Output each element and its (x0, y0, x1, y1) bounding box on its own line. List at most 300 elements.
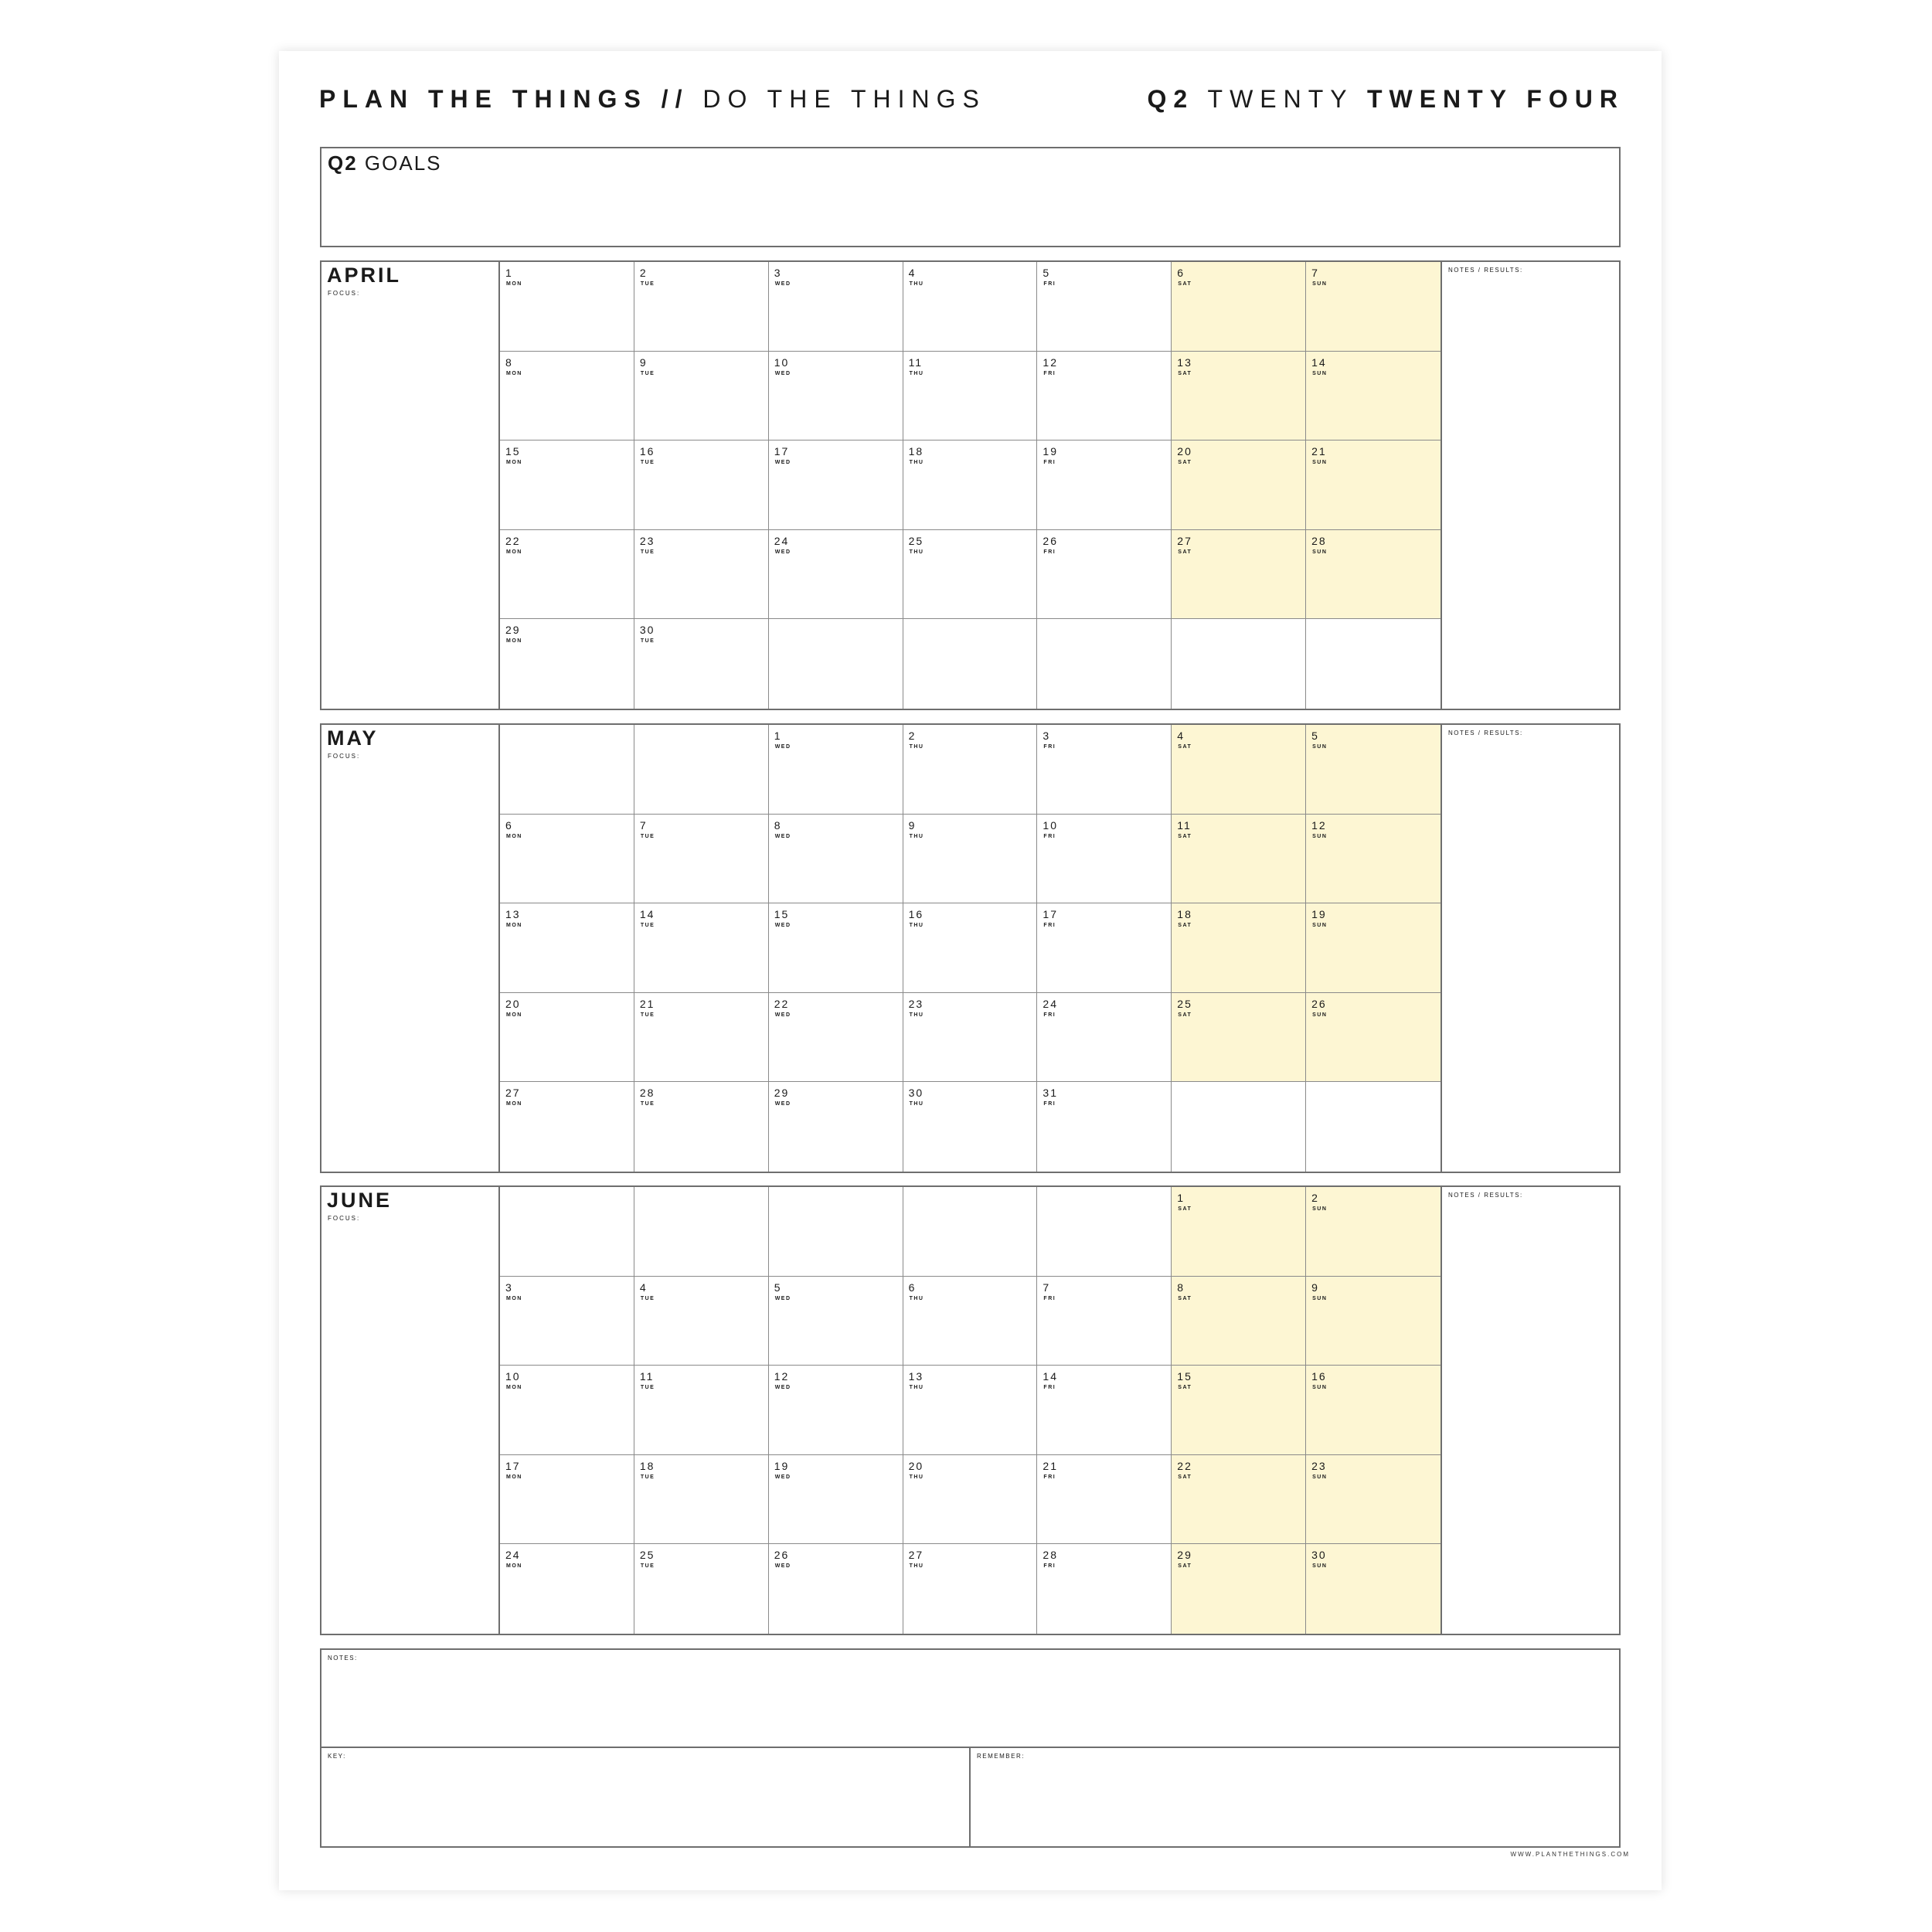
calendar-day-cell[interactable] (500, 1277, 634, 1366)
weekday-label: WED (774, 1474, 791, 1480)
weekday-label: TUE (640, 1295, 655, 1301)
calendar-day-cell[interactable] (769, 725, 903, 815)
day-number: 12 (774, 1370, 790, 1383)
day-number: 4 (1177, 730, 1185, 742)
weekday-label: MON (506, 370, 522, 376)
calendar-day-cell[interactable] (769, 1082, 903, 1172)
day-number: 21 (1311, 445, 1327, 458)
day-number: 1 (505, 267, 513, 279)
day-number: 12 (1043, 355, 1058, 369)
month-name: APRIL (327, 264, 401, 287)
calendar-day-cell[interactable] (500, 1455, 634, 1545)
weekday-label: THU (909, 370, 924, 376)
calendar-day-cell[interactable] (634, 1455, 769, 1545)
day-number: 24 (505, 1549, 521, 1562)
calendar-day-cell[interactable] (903, 1366, 1038, 1455)
calendar-day-cell[interactable] (1037, 1455, 1172, 1545)
day-number: 14 (639, 908, 655, 921)
calendar-day-cell[interactable] (634, 440, 769, 530)
weekday-label: WED (774, 744, 791, 750)
remember-label: REMEMBER: (977, 1753, 1025, 1760)
day-number: 27 (908, 1549, 924, 1562)
calendar-day-cell[interactable] (500, 1082, 634, 1172)
day-number: 18 (1177, 908, 1192, 921)
weekday-label: TUE (640, 1012, 655, 1018)
weekday-label: MON (506, 460, 522, 466)
focus-label: FOCUS: (328, 290, 361, 297)
remember-box[interactable] (971, 1748, 1619, 1846)
weekday-label: MON (506, 1385, 522, 1391)
weekday-label: FRI (1043, 1012, 1056, 1018)
header-twenty-four: TWENTY FOUR (1366, 85, 1624, 113)
weekday-label: SAT (1178, 923, 1192, 929)
header-quarter (1148, 85, 1624, 114)
weekday-label: SUN (1312, 460, 1328, 466)
calendar-day-cell[interactable] (1037, 530, 1172, 620)
notes-results-label: NOTES / RESULTS: (1448, 1192, 1523, 1199)
day-number: 4 (639, 1281, 648, 1294)
day-number: 22 (774, 997, 790, 1010)
calendar-day-cell[interactable] (903, 1544, 1038, 1634)
weekday-label: FRI (1043, 923, 1056, 929)
calendar-day-cell[interactable] (634, 903, 769, 993)
calendar-day-cell[interactable] (1306, 530, 1440, 620)
calendar-empty-cell[interactable] (1306, 619, 1440, 709)
calendar-day-cell[interactable] (903, 440, 1038, 530)
day-number: 26 (774, 1549, 790, 1562)
weekday-label: SUN (1312, 1295, 1328, 1301)
day-number: 3 (774, 267, 782, 279)
calendar-day-cell[interactable] (1306, 1187, 1440, 1277)
calendar-day-cell[interactable] (500, 530, 634, 620)
weekday-label: THU (909, 1474, 924, 1480)
weekday-label: WED (774, 1563, 791, 1570)
weekday-label: TUE (640, 1385, 655, 1391)
weekday-label: TUE (640, 460, 655, 466)
calendar-day-cell[interactable] (1172, 725, 1306, 815)
calendar-day-cell[interactable] (1172, 262, 1306, 352)
focus-label: FOCUS: (328, 1215, 361, 1222)
day-number: 11 (1177, 818, 1192, 832)
calendar-empty-cell[interactable] (769, 1187, 903, 1277)
day-number: 16 (639, 445, 655, 458)
key-label: KEY: (328, 1753, 346, 1760)
day-number: 12 (1311, 818, 1327, 832)
day-number: 11 (639, 1370, 655, 1383)
weekday-label: FRI (1043, 549, 1056, 555)
calendar-day-cell[interactable] (1172, 530, 1306, 620)
focus-label: FOCUS: (328, 753, 361, 760)
weekday-label: TUE (640, 1101, 655, 1107)
calendar-day-cell[interactable] (903, 903, 1038, 993)
header-separator: // (661, 85, 689, 113)
weekday-label: SAT (1178, 370, 1192, 376)
weekday-label: SAT (1178, 1385, 1192, 1391)
weekday-label: MON (506, 1295, 522, 1301)
weekday-label: TUE (640, 923, 655, 929)
day-number: 21 (1043, 1459, 1058, 1472)
bottom-section (320, 1648, 1621, 1848)
weekday-label: FRI (1043, 460, 1056, 466)
day-number: 24 (1043, 997, 1058, 1010)
day-number: 13 (1177, 355, 1192, 369)
day-number: 8 (774, 818, 782, 832)
weekday-label: SUN (1312, 549, 1328, 555)
day-number: 13 (505, 908, 521, 921)
calendar-day-cell[interactable] (1037, 1082, 1172, 1172)
calendar-empty-cell[interactable] (500, 1187, 634, 1277)
day-number: 9 (639, 355, 648, 369)
day-number: 16 (908, 908, 924, 921)
calendar-day-cell[interactable] (500, 903, 634, 993)
calendar-day-cell[interactable] (1306, 440, 1440, 530)
calendar-grid (500, 725, 1440, 1172)
day-number: 2 (639, 267, 648, 279)
calendar-day-cell[interactable] (500, 993, 634, 1083)
weekday-label: TUE (640, 370, 655, 376)
weekday-label: WED (774, 281, 791, 287)
day-number: 6 (505, 818, 513, 832)
day-number: 25 (1177, 997, 1192, 1010)
calendar-day-cell[interactable] (1037, 725, 1172, 815)
day-number: 20 (908, 1459, 924, 1472)
day-number: 24 (774, 534, 790, 547)
weekday-label: WED (774, 549, 791, 555)
header-do: DO THE THINGS (702, 85, 986, 113)
weekday-label: FRI (1043, 370, 1056, 376)
calendar-day-cell[interactable] (634, 815, 769, 904)
calendar-day-cell[interactable] (634, 1366, 769, 1455)
calendar-day-cell[interactable] (500, 815, 634, 904)
calendar-day-cell[interactable] (769, 1544, 903, 1634)
month-block (320, 260, 1621, 710)
weekday-label: SAT (1178, 1563, 1192, 1570)
weekday-label: SUN (1312, 744, 1328, 750)
day-number: 3 (505, 1281, 513, 1294)
calendar-empty-cell[interactable] (1037, 619, 1172, 709)
calendar-day-cell[interactable] (769, 815, 903, 904)
weekday-label: SAT (1178, 1295, 1192, 1301)
weekday-label: SUN (1312, 281, 1328, 287)
day-number: 22 (505, 534, 521, 547)
weekday-label: MON (506, 638, 522, 645)
calendar-grid (500, 1187, 1440, 1634)
calendar-day-cell[interactable] (903, 1455, 1038, 1545)
weekday-label: SUN (1312, 1012, 1328, 1018)
header-q: Q2 (1147, 85, 1195, 113)
weekday-label: SUN (1312, 1474, 1328, 1480)
weekday-label: THU (909, 1012, 924, 1018)
calendar-day-cell[interactable] (1172, 815, 1306, 904)
calendar-empty-cell[interactable] (903, 1187, 1038, 1277)
notes-results-label: NOTES / RESULTS: (1448, 267, 1523, 274)
notes-results-label: NOTES / RESULTS: (1448, 730, 1523, 736)
day-number: 4 (908, 267, 917, 279)
calendar-day-cell[interactable] (903, 725, 1038, 815)
calendar-day-cell[interactable] (634, 530, 769, 620)
calendar-day-cell[interactable] (1306, 1455, 1440, 1545)
header-tagline (319, 85, 986, 114)
weekday-label: FRI (1043, 833, 1056, 839)
calendar-day-cell[interactable] (1037, 262, 1172, 352)
day-number: 3 (1043, 730, 1051, 742)
weekday-label: WED (774, 460, 791, 466)
calendar-grid (500, 262, 1440, 709)
day-number: 30 (639, 624, 655, 637)
day-number: 11 (908, 355, 923, 369)
calendar-day-cell[interactable] (903, 530, 1038, 620)
calendar-day-cell[interactable] (903, 1277, 1038, 1366)
calendar-empty-cell[interactable] (634, 1187, 769, 1277)
calendar-day-cell[interactable] (634, 262, 769, 352)
calendar-day-cell[interactable] (1306, 725, 1440, 815)
weekday-label: MON (506, 281, 522, 287)
day-number: 19 (1311, 908, 1327, 921)
weekday-label: FRI (1043, 1101, 1056, 1107)
calendar-day-cell[interactable] (1037, 993, 1172, 1083)
calendar-day-cell[interactable] (1172, 440, 1306, 530)
calendar-day-cell[interactable] (1037, 903, 1172, 993)
calendar-day-cell[interactable] (1037, 440, 1172, 530)
weekday-label: MON (506, 1474, 522, 1480)
day-number: 19 (1043, 445, 1058, 458)
weekday-label: SUN (1312, 370, 1328, 376)
weekday-label: THU (909, 833, 924, 839)
calendar-day-cell[interactable] (634, 1544, 769, 1634)
weekday-label: FRI (1043, 1385, 1056, 1391)
header-twenty: TWENTY (1207, 85, 1354, 113)
weekday-label: SAT (1178, 1012, 1192, 1018)
day-number: 17 (505, 1459, 521, 1472)
day-number: 26 (1043, 534, 1058, 547)
weekday-label: SUN (1312, 1385, 1328, 1391)
weekday-label: SAT (1178, 833, 1192, 839)
calendar-grid-wrap (498, 262, 1442, 709)
weekday-label: THU (909, 549, 924, 555)
weekday-label: SAT (1178, 1206, 1192, 1212)
weekday-label: TUE (640, 1563, 655, 1570)
weekday-label: THU (909, 1563, 924, 1570)
calendar-day-cell[interactable] (634, 1277, 769, 1366)
calendar-day-cell[interactable] (1172, 1366, 1306, 1455)
calendar-day-cell[interactable] (903, 815, 1038, 904)
calendar-day-cell[interactable] (1037, 1366, 1172, 1455)
website-url: WWW.PLANTHETHINGS.COM (1510, 1851, 1630, 1858)
day-number: 29 (505, 624, 521, 637)
month-name: JUNE (327, 1189, 393, 1212)
weekday-label: SUN (1312, 1206, 1328, 1212)
weekday-label: TUE (640, 638, 655, 645)
calendar-day-cell[interactable] (1172, 1544, 1306, 1634)
weekday-label: FRI (1043, 1563, 1056, 1570)
weekday-label: MON (506, 1012, 522, 1018)
weekday-label: WED (774, 1295, 791, 1301)
calendar-day-cell[interactable] (1306, 1544, 1440, 1634)
day-number: 8 (505, 355, 513, 369)
calendar-day-cell[interactable] (769, 993, 903, 1083)
calendar-empty-cell[interactable] (1172, 1082, 1306, 1172)
calendar-day-cell[interactable] (1306, 1366, 1440, 1455)
calendar-empty-cell[interactable] (634, 725, 769, 815)
calendar-day-cell[interactable] (500, 262, 634, 352)
notes-box[interactable] (321, 1650, 1619, 1748)
calendar-day-cell[interactable] (903, 1082, 1038, 1172)
month-block (320, 1185, 1621, 1635)
calendar-day-cell[interactable] (903, 262, 1038, 352)
day-number: 25 (908, 534, 924, 547)
calendar-empty-cell[interactable] (500, 725, 634, 815)
weekday-label: THU (909, 281, 924, 287)
calendar-day-cell[interactable] (634, 352, 769, 441)
calendar-day-cell[interactable] (903, 993, 1038, 1083)
weekday-label: WED (774, 923, 791, 929)
day-number: 29 (1177, 1549, 1192, 1562)
day-number: 23 (639, 534, 655, 547)
calendar-day-cell[interactable] (769, 530, 903, 620)
day-number: 18 (639, 1459, 655, 1472)
calendar-day-cell[interactable] (500, 1544, 634, 1634)
calendar-day-cell[interactable] (1306, 815, 1440, 904)
calendar-day-cell[interactable] (1306, 1277, 1440, 1366)
calendar-grid-wrap (498, 1187, 1442, 1634)
day-number: 16 (1311, 1370, 1327, 1383)
header-plan: PLAN THE THINGS (319, 85, 648, 113)
weekday-label: SAT (1178, 744, 1192, 750)
weekday-label: MON (506, 549, 522, 555)
weekday-label: SUN (1312, 923, 1328, 929)
weekday-label: TUE (640, 549, 655, 555)
day-number: 5 (1311, 730, 1319, 742)
calendar-day-cell[interactable] (769, 262, 903, 352)
weekday-label: FRI (1043, 281, 1056, 287)
weekday-label: THU (909, 1101, 924, 1107)
calendar-empty-cell[interactable] (903, 619, 1038, 709)
calendar-day-cell[interactable] (500, 352, 634, 441)
calendar-day-cell[interactable] (1172, 1277, 1306, 1366)
day-number: 15 (774, 908, 790, 921)
calendar-day-cell[interactable] (500, 1366, 634, 1455)
day-number: 20 (505, 997, 521, 1010)
calendar-empty-cell[interactable] (1172, 619, 1306, 709)
calendar-day-cell[interactable] (500, 619, 634, 709)
day-number: 1 (774, 730, 782, 742)
weekday-label: MON (506, 833, 522, 839)
month-block (320, 723, 1621, 1173)
calendar-empty-cell[interactable] (1037, 1187, 1172, 1277)
day-number: 9 (908, 818, 917, 832)
key-box[interactable] (321, 1748, 971, 1846)
day-number: 29 (774, 1087, 790, 1100)
day-number: 8 (1177, 1281, 1185, 1294)
weekday-label: THU (909, 744, 924, 750)
calendar-day-cell[interactable] (769, 1277, 903, 1366)
goals-box[interactable] (320, 147, 1621, 247)
calendar-day-cell[interactable] (1172, 903, 1306, 993)
calendar-day-cell[interactable] (769, 1366, 903, 1455)
weekday-label: SUN (1312, 1563, 1328, 1570)
day-number: 23 (1311, 1459, 1327, 1472)
day-number: 26 (1311, 997, 1327, 1010)
day-number: 10 (1043, 818, 1058, 832)
day-number: 15 (1177, 1370, 1192, 1383)
calendar-day-cell[interactable] (1306, 903, 1440, 993)
weekday-label: SAT (1178, 549, 1192, 555)
day-number: 2 (908, 730, 917, 742)
calendar-day-cell[interactable] (1037, 815, 1172, 904)
calendar-day-cell[interactable] (634, 993, 769, 1083)
weekday-label: WED (774, 1012, 791, 1018)
calendar-day-cell[interactable] (769, 440, 903, 530)
calendar-day-cell[interactable] (769, 352, 903, 441)
calendar-day-cell[interactable] (769, 903, 903, 993)
calendar-day-cell[interactable] (1172, 1187, 1306, 1277)
weekday-label: FRI (1043, 1295, 1056, 1301)
day-number: 7 (1311, 267, 1319, 279)
weekday-label: WED (774, 370, 791, 376)
weekday-label: WED (774, 1385, 791, 1391)
weekday-label: SAT (1178, 281, 1192, 287)
weekday-label: MON (506, 923, 522, 929)
calendar-day-cell[interactable] (1172, 352, 1306, 441)
calendar-day-cell[interactable] (903, 352, 1038, 441)
day-number: 19 (774, 1459, 790, 1472)
weekday-label: WED (774, 1101, 791, 1107)
day-number: 1 (1177, 1192, 1185, 1204)
day-number: 22 (1177, 1459, 1192, 1472)
weekday-label: TUE (640, 281, 655, 287)
day-number: 9 (1311, 1281, 1319, 1294)
day-number: 7 (639, 818, 648, 832)
weekday-label: TUE (640, 833, 655, 839)
weekday-label: FRI (1043, 1474, 1056, 1480)
day-number: 6 (1177, 267, 1185, 279)
day-number: 17 (774, 445, 790, 458)
day-number: 7 (1043, 1281, 1051, 1294)
goals-title (328, 151, 442, 175)
goals-q: Q2 (328, 151, 358, 175)
calendar-day-cell[interactable] (1306, 262, 1440, 352)
day-number: 23 (908, 997, 924, 1010)
calendar-day-cell[interactable] (1306, 993, 1440, 1083)
weekday-label: THU (909, 460, 924, 466)
day-number: 20 (1177, 445, 1192, 458)
calendar-empty-cell[interactable] (1306, 1082, 1440, 1172)
weekday-label: SAT (1178, 1474, 1192, 1480)
weekday-label: MON (506, 1101, 522, 1107)
month-name: MAY (327, 726, 379, 750)
calendar-empty-cell[interactable] (769, 619, 903, 709)
goals-label: GOALS (364, 151, 442, 175)
calendar-day-cell[interactable] (1172, 1455, 1306, 1545)
day-number: 5 (774, 1281, 782, 1294)
day-number: 28 (1043, 1549, 1058, 1562)
calendar-day-cell[interactable] (1306, 352, 1440, 441)
calendar-day-cell[interactable] (1037, 352, 1172, 441)
weekday-label: FRI (1043, 744, 1056, 750)
calendar-day-cell[interactable] (1172, 993, 1306, 1083)
calendar-day-cell[interactable] (500, 440, 634, 530)
day-number: 28 (1311, 534, 1327, 547)
calendar-day-cell[interactable] (1037, 1544, 1172, 1634)
calendar-day-cell[interactable] (634, 619, 769, 709)
day-number: 27 (505, 1087, 521, 1100)
calendar-day-cell[interactable] (769, 1455, 903, 1545)
calendar-day-cell[interactable] (1037, 1277, 1172, 1366)
calendar-day-cell[interactable] (634, 1082, 769, 1172)
day-number: 25 (639, 1549, 655, 1562)
day-number: 21 (639, 997, 655, 1010)
day-number: 27 (1177, 534, 1192, 547)
